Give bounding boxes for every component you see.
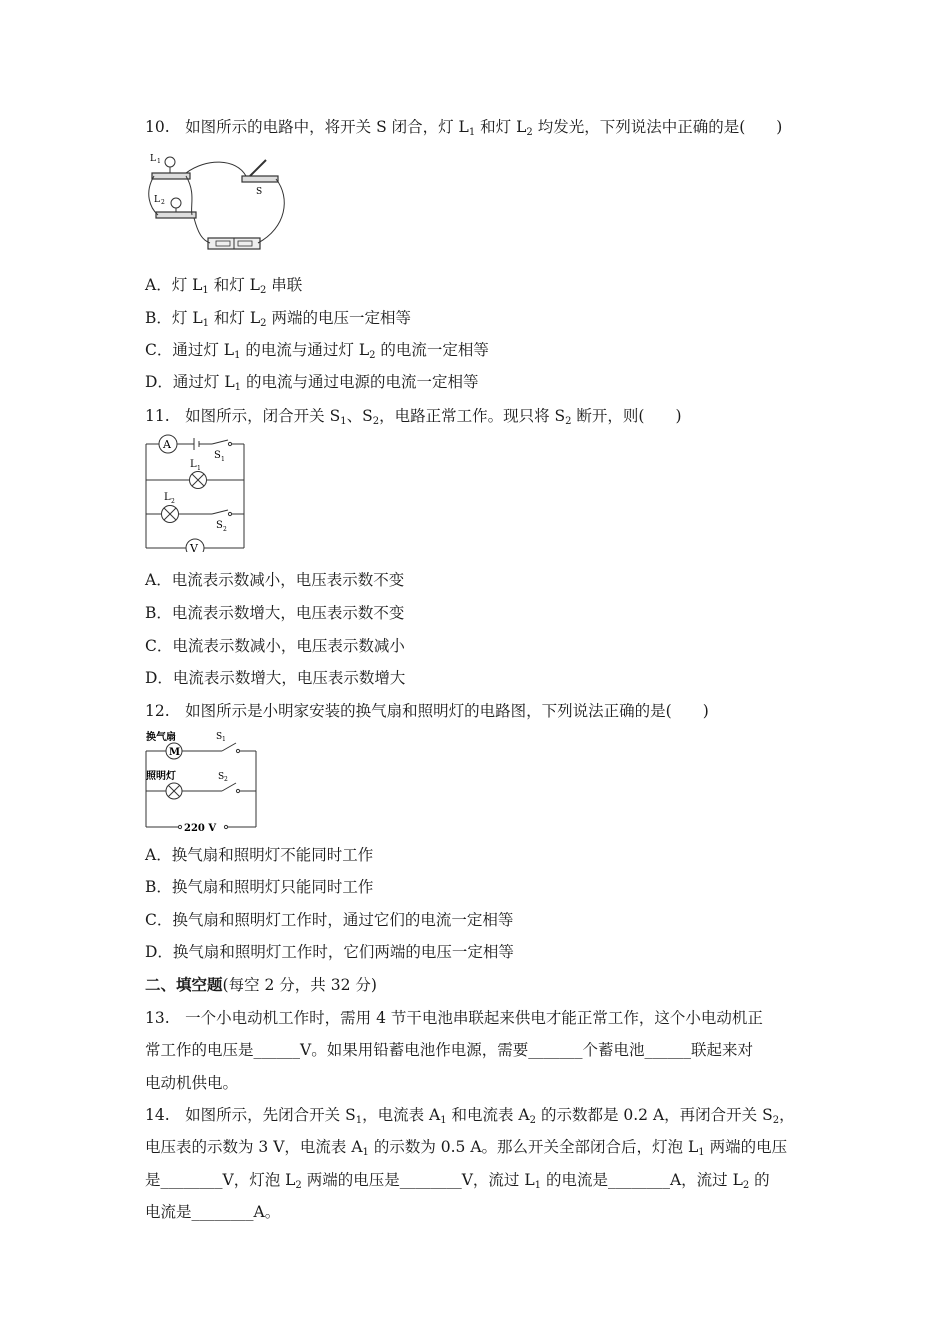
q13-line-1: 13. 一个小电动机工作时，需用 4 节干电池串联起来供电才能正常工作，这个小电动机正 <box>145 1009 763 1027</box>
svg-text:1: 1 <box>221 456 225 463</box>
svg-text:S: S <box>218 772 225 782</box>
q14-line-1: 14. 如图所示，先闭合开关 $S_1$，电流表 $A_1$ 和电流表 $A_2$ 的示数都是 0.2 A，再闭合开关 $S_2$， <box>145 1106 795 1126</box>
svg-text:M: M <box>169 747 181 758</box>
svg-text:S: S <box>214 450 221 461</box>
q11-circuit-figure <box>144 432 248 552</box>
svg-text:V: V <box>190 542 198 552</box>
q12-option-b: B．换气扇和照明灯只能同时工作 <box>145 878 374 896</box>
q14-line-4: 电流是________A。 <box>145 1203 281 1221</box>
q13-line-2: 常工作的电压是______V。如果用铅蓄电池作电源，需要_______个蓄电池______联起来对 <box>145 1041 753 1059</box>
q12-option-d: D．换气扇和照明灯工作时，它们两端的电压一定相等 <box>145 943 514 961</box>
svg-text:2: 2 <box>223 526 227 533</box>
svg-text:L: L <box>190 459 197 470</box>
svg-text:2: 2 <box>224 776 228 783</box>
q11-stem: 11. 如图所示，闭合开关 $S_1$、$S_2$，电路正常工作。现只将 $S_2$ 断开，则( ) <box>145 407 682 427</box>
svg-text:S: S <box>216 520 223 531</box>
q11-option-d: D．电流表示数增大，电压表示数增大 <box>145 669 406 687</box>
q10-option-b: B．灯 $L_1$ 和灯 $L_2$ 两端的电压一定相等 <box>145 309 411 329</box>
svg-text:L: L <box>150 154 156 164</box>
svg-text:L: L <box>154 195 160 205</box>
section-heading <box>145 975 377 995</box>
svg-text:照明灯: 照明灯 <box>146 771 176 782</box>
svg-text:2: 2 <box>161 199 165 206</box>
svg-text:换气扇: 换气扇 <box>146 732 176 743</box>
svg-text:1: 1 <box>222 736 226 743</box>
svg-text:1: 1 <box>157 158 161 165</box>
q14-line-2: 电压表的示数为 3 V，电流表 $A_1$ 的示数为 0.5 A。那么开关全部闭合后，灯泡 $L_1$ 两端的电压 <box>145 1138 788 1158</box>
q11-option-c: C．电流表示数减小，电压表示数减小 <box>145 637 405 655</box>
section-title: 二、填空题 <box>145 975 223 994</box>
q11-option-b: B．电流表示数增大，电压表示数不变 <box>145 604 405 622</box>
q14-line-3: 是________V，灯泡 $L_2$ 两端的电压是________V，流过 $L_1$ 的电流是________A，流过 $L_2$ 的 <box>145 1171 770 1191</box>
svg-text:L: L <box>164 492 171 503</box>
q12-circuit-figure <box>144 727 260 833</box>
section-note: (每空 2 分，共 32 分) <box>222 976 377 994</box>
q10-circuit-figure <box>146 148 296 254</box>
q10-option-c: C．通过灯 $L_1$ 的电流与通过灯 $L_2$ 的电流一定相等 <box>145 341 489 361</box>
q13-line-3: 电动机供电。 <box>145 1074 239 1092</box>
q11-option-a: A．电流表示数减小，电压表示数不变 <box>145 571 405 589</box>
svg-text:220 V: 220 V <box>184 823 217 833</box>
svg-text:2: 2 <box>171 498 175 505</box>
q12-stem: 12. 如图所示是小明家安装的换气扇和照明灯的电路图，下列说法正确的是( ) <box>145 702 709 720</box>
q12-option-a: A．换气扇和照明灯不能同时工作 <box>145 846 374 864</box>
q12-option-c: C．换气扇和照明灯工作时，通过它们的电流一定相等 <box>145 911 514 929</box>
svg-text:A: A <box>163 438 171 451</box>
q10-option-a: A．灯 $L_1$ 和灯 $L_2$ 串联 <box>145 276 303 296</box>
q10-option-d: D．通过灯 $L_1$ 的电流与通过电源的电流一定相等 <box>145 373 479 393</box>
q10-stem: 10. 如图所示的电路中，将开关 S 闭合，灯 $L_1$ 和灯 $L_2$ 均发光，下列说法中正确的是( ) <box>145 118 783 138</box>
svg-text:1: 1 <box>197 465 201 472</box>
svg-text:S: S <box>216 732 223 742</box>
svg-text:S: S <box>256 187 263 197</box>
